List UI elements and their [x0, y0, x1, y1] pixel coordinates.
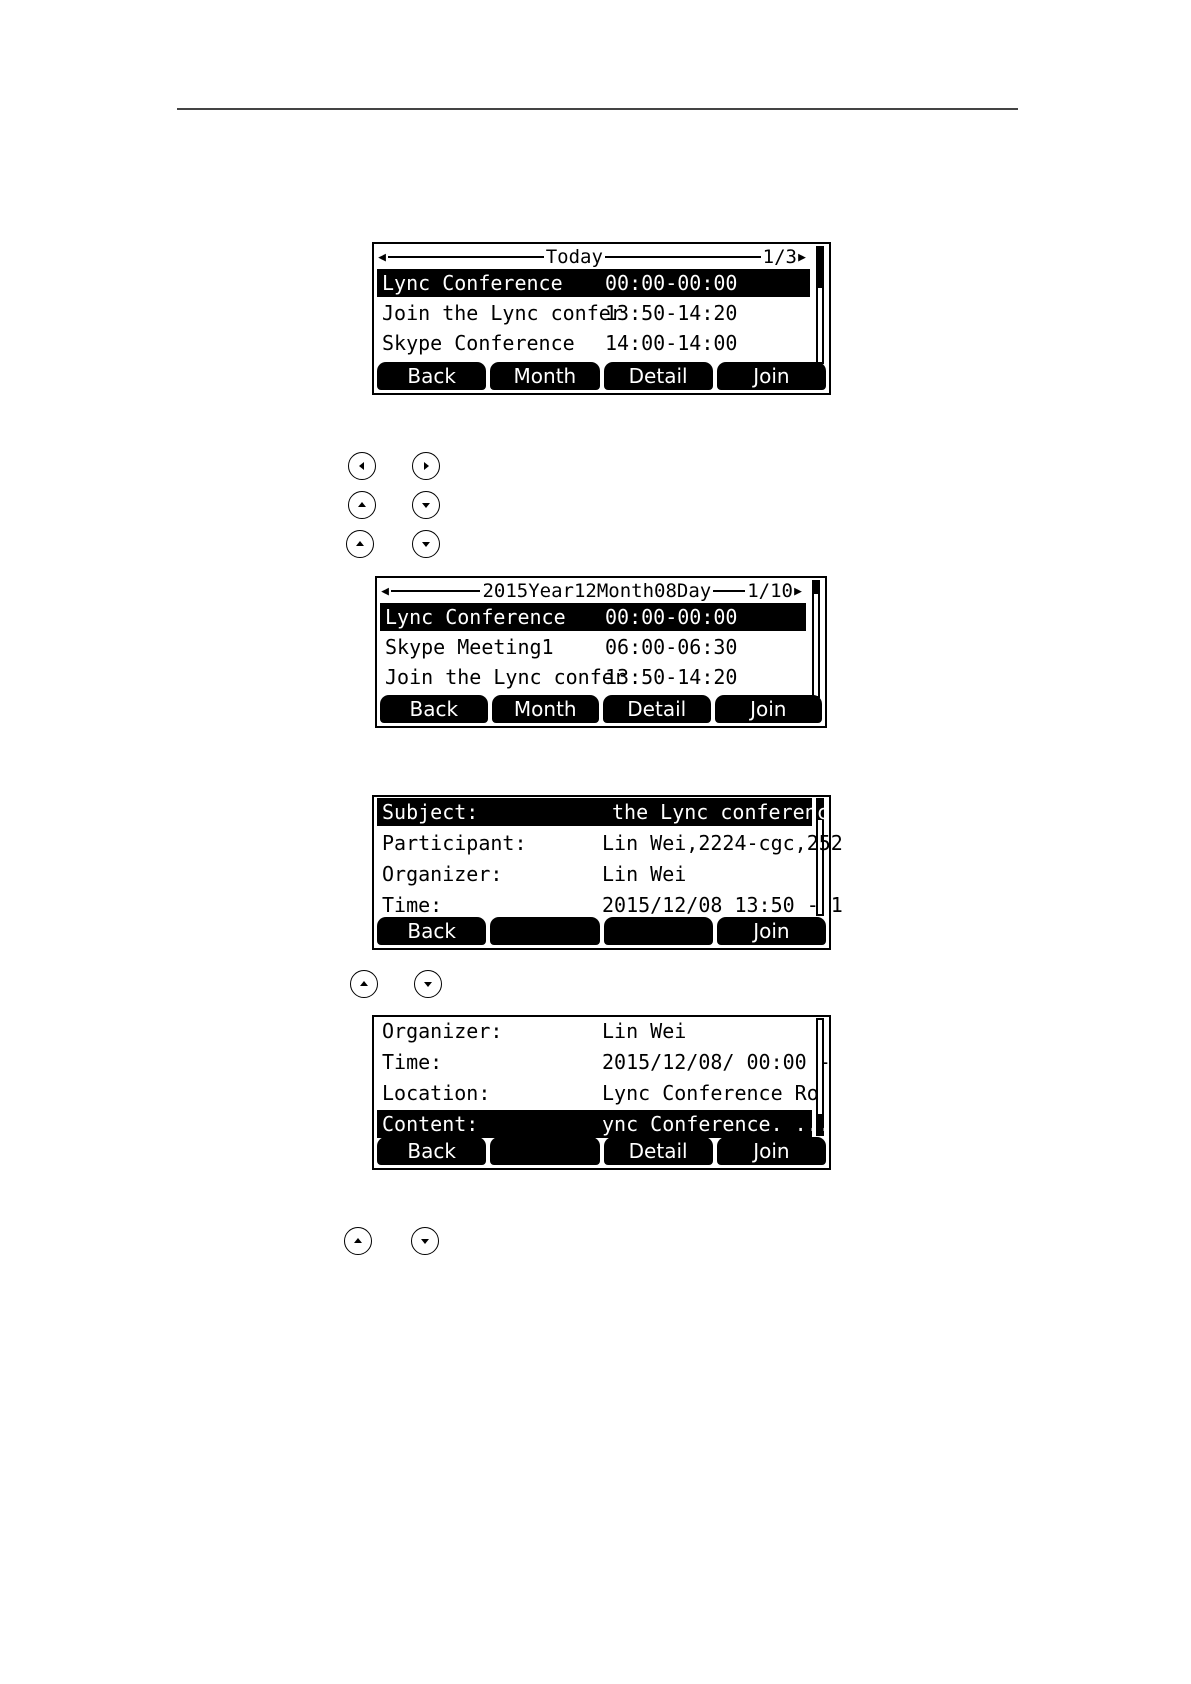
left-arrow-icon[interactable] [348, 452, 376, 480]
screen-title: 2015Year12Month08Day [482, 580, 712, 602]
softkey-bar [380, 695, 822, 723]
join-softkey[interactable]: Join [717, 917, 826, 945]
scrollbar[interactable] [816, 246, 824, 364]
up-arrow-icon[interactable] [348, 491, 376, 519]
next-triangle-icon[interactable]: ▶ [798, 249, 806, 265]
empty-softkey[interactable] [604, 917, 713, 945]
up-arrow-icon[interactable] [346, 530, 374, 558]
up-arrow-icon[interactable] [350, 970, 378, 998]
detail-row[interactable]: Time: 2015/12/08 13:50 - 1 [382, 893, 843, 917]
empty-softkey[interactable] [490, 1137, 599, 1165]
detail-row[interactable]: Location: Lync Conference Ro [382, 1081, 819, 1105]
up-arrow-icon[interactable] [344, 1227, 372, 1255]
softkey-bar [377, 1137, 826, 1165]
back-softkey[interactable]: Back [377, 917, 486, 945]
back-softkey[interactable]: Back [380, 695, 488, 723]
detail-row[interactable]: Content: ync Conference. ....... [377, 1110, 812, 1138]
right-arrow-icon[interactable] [412, 452, 440, 480]
list-item[interactable]: Lync Conference 00:00-00:00 [377, 269, 810, 297]
join-softkey[interactable]: Join [717, 362, 826, 390]
back-softkey[interactable]: Back [377, 362, 486, 390]
month-softkey[interactable]: Month [490, 362, 599, 390]
detail-screen [372, 1015, 879, 1170]
detail-row[interactable]: Organizer: Lin Wei [382, 862, 687, 886]
detail-softkey[interactable]: Detail [604, 362, 713, 390]
page-indicator: 1/3 [762, 246, 797, 268]
prev-triangle-icon[interactable]: ◀ [378, 249, 386, 265]
list-item[interactable]: Skype Meeting1 06:00-06:30 [385, 635, 738, 659]
softkey-bar [377, 917, 826, 945]
down-arrow-icon[interactable] [412, 491, 440, 519]
today-screen [372, 242, 831, 395]
prev-triangle-icon[interactable]: ◀ [381, 583, 389, 599]
detail-softkey[interactable]: Detail [603, 695, 711, 723]
detail-row[interactable]: Organizer: Lin Wei [382, 1019, 687, 1043]
softkey-bar [377, 362, 826, 390]
detail-screen [372, 795, 843, 950]
back-softkey[interactable]: Back [377, 1137, 486, 1165]
empty-softkey[interactable] [490, 917, 599, 945]
scrollbar[interactable] [812, 580, 820, 698]
down-arrow-icon[interactable] [414, 970, 442, 998]
down-arrow-icon[interactable] [411, 1227, 439, 1255]
day-screen [375, 576, 827, 728]
detail-row[interactable]: Subject: the Lync conferenc [377, 798, 812, 826]
page-indicator: 1/10 [747, 580, 793, 602]
list-item[interactable]: Skype Conference 14:00-14:00 [382, 331, 738, 355]
join-softkey[interactable]: Join [715, 695, 823, 723]
screen-title-bar [380, 580, 803, 602]
list-item[interactable]: Join the Lync confer 13:50-14:20 [382, 301, 738, 325]
screen-title: Today [545, 246, 603, 268]
down-arrow-icon[interactable] [412, 530, 440, 558]
month-softkey[interactable]: Month [492, 695, 600, 723]
list-item[interactable]: Join the Lync confer 13:50-14:20 [385, 665, 738, 689]
join-softkey[interactable]: Join [717, 1137, 826, 1165]
screen-title-bar [377, 246, 807, 268]
detail-softkey[interactable]: Detail [604, 1137, 713, 1165]
detail-row[interactable]: Participant: Lin Wei,2224-cgc,252 [382, 831, 843, 855]
list-item[interactable]: Lync Conference 00:00-00:00 [380, 603, 806, 631]
detail-row[interactable]: Time: 2015/12/08/ 00:00 - [382, 1050, 831, 1074]
next-triangle-icon[interactable]: ▶ [794, 583, 802, 599]
header-rule [177, 108, 1018, 110]
